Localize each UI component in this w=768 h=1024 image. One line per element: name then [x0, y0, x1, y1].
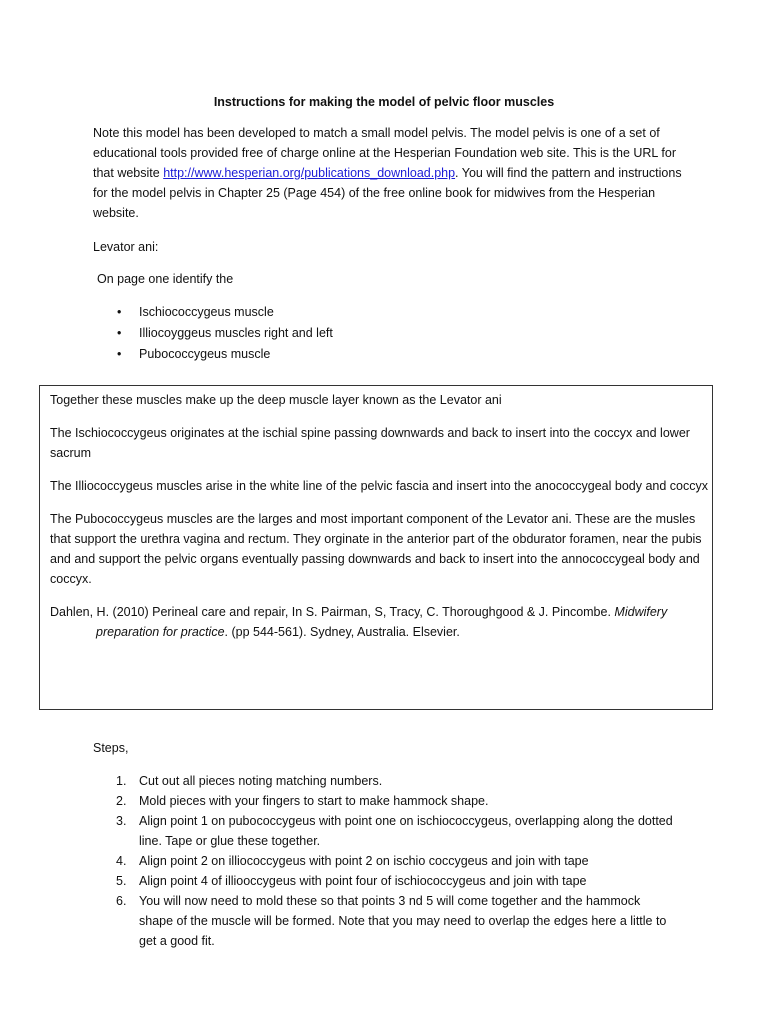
- list-item: [117, 302, 333, 323]
- bullet-text: Illiocoyggeus muscles right and left: [139, 326, 333, 340]
- bullet-icon: •: [117, 305, 122, 319]
- step-item: [116, 771, 676, 791]
- step-text: Cut out all pieces noting matching numbers.: [139, 774, 383, 788]
- step-item: [116, 791, 676, 811]
- bullet-text: Pubococcygeus muscle: [139, 347, 271, 361]
- step-item: [116, 851, 676, 871]
- bullet-icon: •: [117, 326, 122, 340]
- page-one-label: On page one identify the: [97, 272, 234, 286]
- levator-ani-label: Levator ani:: [93, 240, 159, 254]
- box-paragraph: The Ischiococcygeus originates at the ischial spine passing downwards and back to insert into the coccyx and lower sacrum: [50, 426, 690, 460]
- intro-text-before-link: Note this model has been developed to match a small model pelvis. The model pelvis is one of a set of educational tools provided free of charge online at the Hesperian Foundation web site. This is the URL for that website: [93, 126, 676, 180]
- box-paragraph: The Illiococcygeus muscles arise in the white line of the pelvic fascia and insert into the anococcygeal body and coccyx: [50, 479, 708, 493]
- step-number: 3.: [116, 814, 127, 828]
- intro-text-after-link: . You will find the pattern and instructions for the model pelvis in Chapter 25 (Page 454) of the free online book for midwives from the Hesperian website.: [93, 166, 682, 220]
- steps-list: [116, 771, 676, 951]
- intro-paragraph: [93, 123, 693, 223]
- step-item: [116, 871, 676, 891]
- list-item: [117, 344, 333, 365]
- step-number: 5.: [116, 874, 127, 888]
- reference-citation: [50, 602, 710, 642]
- hesperian-link[interactable]: http://www.hesperian.org/publications_download.php: [163, 166, 456, 180]
- reference-book-title: Midwifery preparation for practice: [96, 605, 668, 639]
- box-content: [50, 390, 710, 655]
- step-item: [116, 811, 676, 851]
- box-paragraph: Together these muscles make up the deep muscle layer known as the Levator ani: [50, 393, 502, 407]
- list-item: [117, 323, 333, 344]
- muscle-bullet-list: [117, 302, 333, 365]
- step-number: 2.: [116, 794, 127, 808]
- step-text: Mold pieces with your fingers to start to make hammock shape.: [139, 794, 489, 808]
- step-text: Align point 2 on illiococcygeus with point 2 on ischio coccygeus and join with tape: [139, 854, 589, 868]
- bullet-icon: •: [117, 347, 122, 361]
- reference-after: . (pp 544-561). Sydney, Australia. Elsevier.: [224, 625, 460, 639]
- document-title: Instructions for making the model of pelvic floor muscles: [213, 95, 555, 109]
- box-paragraph: The Pubococcygeus muscles are the larges and most important component of the Levator ani. These are the musles that support the urethra vagina and rectum. They orginate in the anterior part of the obdurator foramen, near the pubis and and support the pelvic organs eventually passing downwards and back to insert into the annococcygeal body and coccyx.: [50, 512, 702, 586]
- bullet-text: Ischiococcygeus muscle: [139, 305, 274, 319]
- steps-label: Steps,: [93, 741, 129, 755]
- step-item: [116, 891, 676, 951]
- step-number: 1.: [116, 774, 127, 788]
- reference-before: Dahlen, H. (2010) Perineal care and repair, In S. Pairman, S, Tracy, C. Thoroughgood & J. Pincombe.: [50, 605, 615, 619]
- muscle-description-box: [39, 385, 713, 710]
- step-number: 4.: [116, 854, 127, 868]
- step-number: 6.: [116, 894, 127, 908]
- step-text: You will now need to mold these so that points 3 nd 5 will come together and the hammock shape of the muscle will be formed. Note that you may need to overlap the edges here a little to get a good fit.: [139, 894, 667, 948]
- step-text: Align point 1 on pubococcygeus with point one on ischiococcygeus, overlapping along the dotted line. Tape or glue these together.: [139, 814, 673, 848]
- step-text: Align point 4 of illiooccygeus with point four of ischiococcygeus and join with tape: [139, 874, 587, 888]
